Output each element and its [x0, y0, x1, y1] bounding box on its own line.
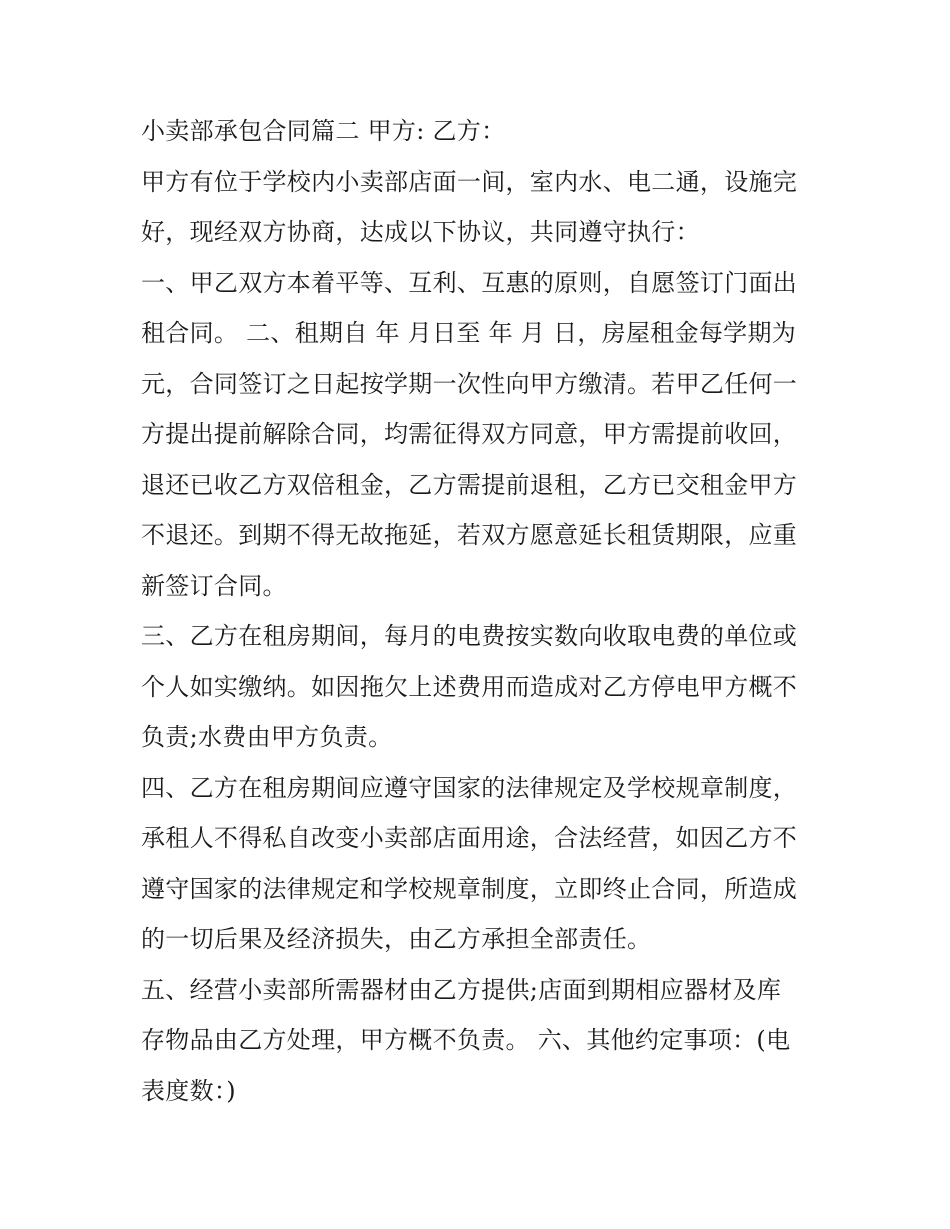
- text-line: 不退还。到期不得无故拖延，若双方愿意延长租赁期限，应重: [141, 521, 798, 549]
- clause-3-line: 三、乙方在租房期间，每月的电费按实数向收取电费的单位或: [141, 622, 798, 650]
- text-line: 负责;水费由甲方负责。: [141, 723, 393, 751]
- document-body: [141, 106, 821, 1116]
- text-line: 承租人不得私自改变小卖部店面用途，合法经营，如因乙方不: [141, 824, 798, 852]
- text-line: 方提出提前解除合同，均需征得双方同意，甲方需提前收回，: [141, 420, 798, 448]
- text-line: 遵守国家的法律规定和学校规章制度，立即终止合同，所造成: [141, 874, 798, 903]
- text-line: 新签订合同。: [141, 571, 287, 600]
- clause-4-line: 四、乙方在租房期间应遵守国家的法律规定及学校规章制度，: [141, 773, 798, 802]
- text-line: 甲方有位于学校内小卖部店面一间，室内水、电二通，设施完: [141, 167, 798, 196]
- text-line: 的一切后果及经济损失，由乙方承担全部责任。: [141, 925, 652, 953]
- text-line: 个人如实缴纳。如因拖欠上述费用而造成对乙方停电甲方概不: [141, 672, 798, 701]
- clause-1-line: 一、甲乙双方本着平等、互利、互惠的原则，自愿签订门面出: [141, 268, 798, 297]
- text-line: 退还已收乙方双倍租金，乙方需提前退租，乙方已交租金甲方: [141, 470, 798, 499]
- text-line: 好，现经双方协商，达成以下协议，共同遵守执行：: [141, 218, 700, 246]
- text-line: 租合同。 二、租期自 年 月日至 年 月 日，房屋租金每学期为: [141, 319, 797, 347]
- text-line: 存物品由乙方处理，甲方概不负责。 六、其他约定事项：(电: [141, 1026, 791, 1054]
- text-line: 元，合同签订之日起按学期一次性向甲方缴清。若甲乙任何一: [141, 369, 798, 398]
- clause-5-line: 五、经营小卖部所需器材由乙方提供;店面到期相应器材及库: [141, 975, 782, 1004]
- text-line: 表度数：): [141, 1076, 236, 1105]
- document-title-line: 小卖部承包合同篇二 甲方: 乙方：: [141, 117, 506, 145]
